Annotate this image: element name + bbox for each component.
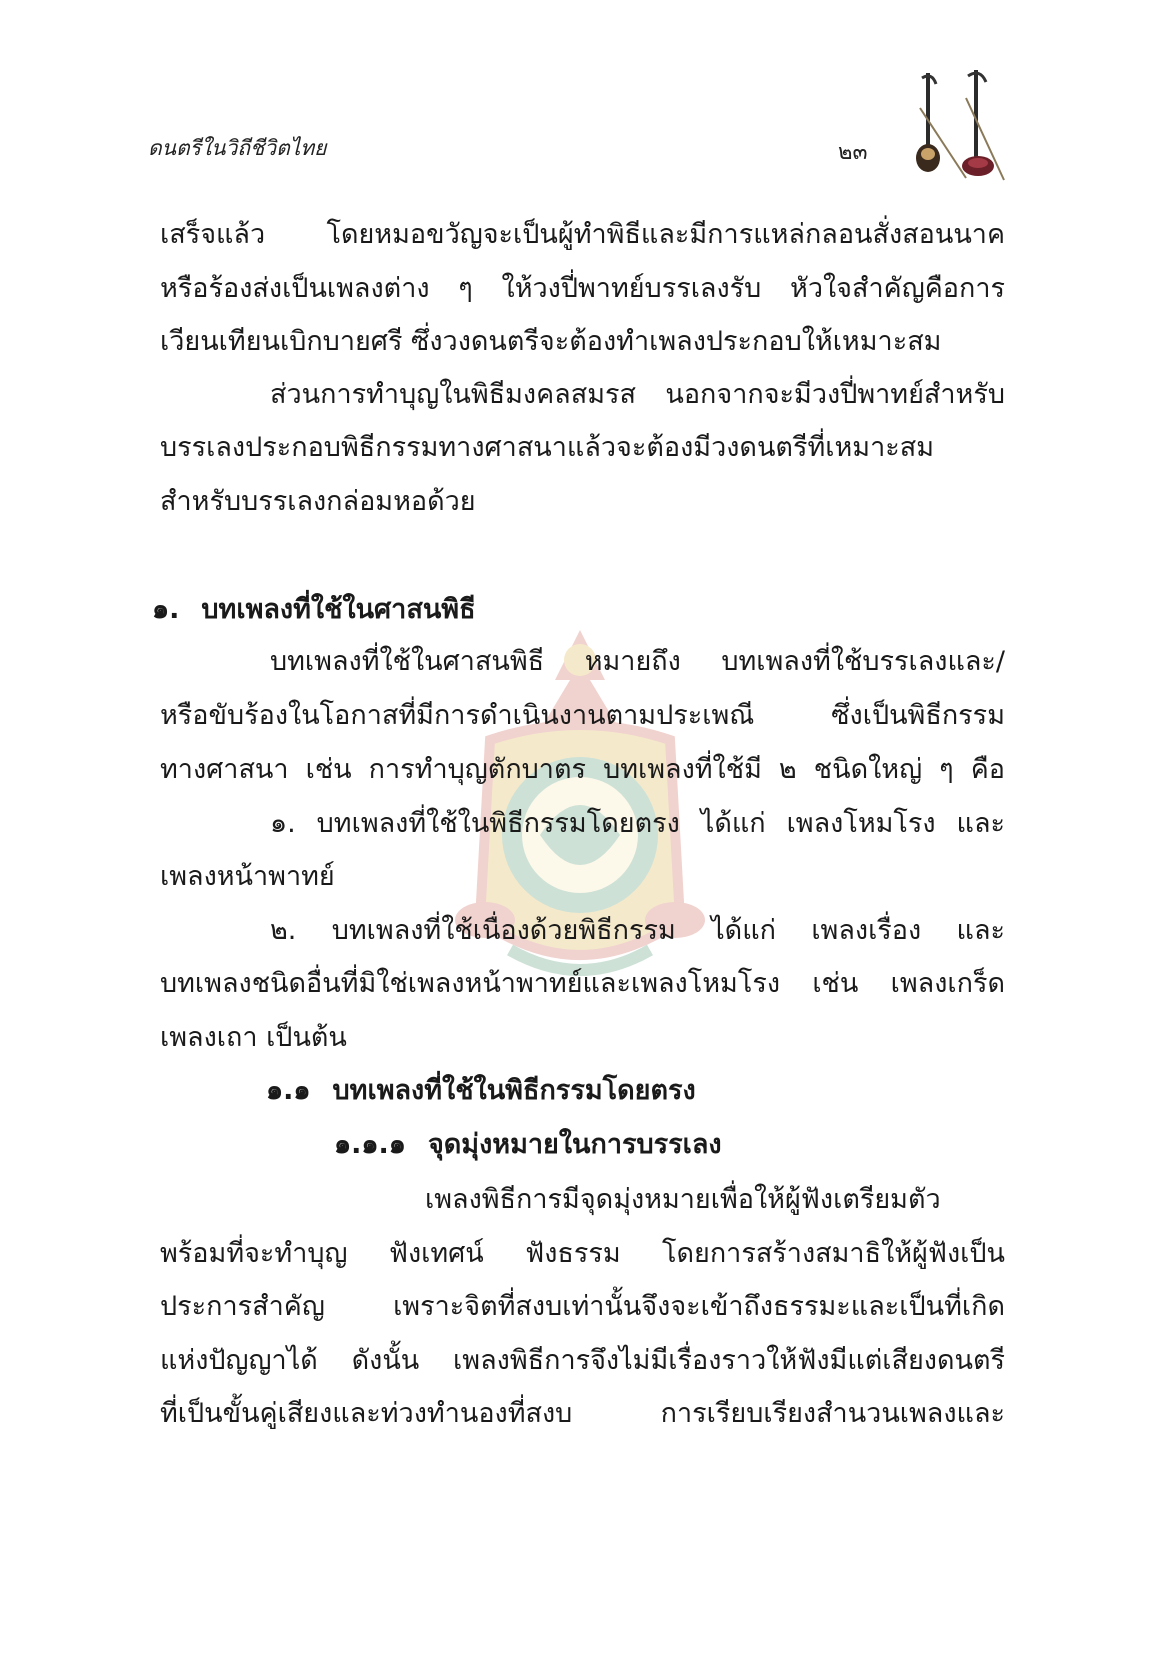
page-number: ๒๓	[838, 140, 868, 165]
section-1-1-1-line: ที่เป็นขั้นคู่เสียงและท่วงทำนองที่สงบ การเรียบเรียงสำนวนเพลงและ	[160, 1398, 1005, 1429]
section-1-intro-line: ทางศาสนา เช่น การทำบุญตักบาตร บทเพลงที่ใช้มี ๒ ชนิดใหญ่ ๆ คือ	[160, 754, 1005, 785]
section-number: ๑.	[152, 594, 180, 625]
section-1-intro-line: หรือขับร้องในโอกาสที่มีการดำเนินงานตามประเพณี ซึ่งเป็นพิธีกรรม	[160, 700, 1005, 731]
section-1-item-2-line: ๒. บทเพลงที่ใช้เนื่องด้วยพิธีกรรม ได้แก่ เพลงเรื่อง และ	[270, 915, 1005, 946]
paragraph-2-line: สำหรับบรรเลงกล่อมหอด้วย	[160, 486, 476, 517]
section-1-1-1-line: พร้อมที่จะทำบุญ ฟังเทศน์ ฟังธรรม โดยการสร้างสมาธิให้ผู้ฟังเป็น	[160, 1238, 1005, 1269]
section-1-heading	[152, 591, 476, 629]
thai-fiddle-instrument-icon	[906, 68, 1016, 188]
section-number: ๑.๑	[266, 1075, 311, 1106]
paragraph-1-line: หรือร้องส่งเป็นเพลงต่าง ๆ ให้วงปี่พาทย์บรรเลงรับ หัวใจสำคัญคือการ	[160, 273, 1005, 304]
paragraph-2-line: ส่วนการทำบุญในพิธีมงคลสมรส นอกจากจะมีวงปี่พาทย์สำหรับ	[270, 379, 1005, 410]
running-header-title: ดนตรีในวิถีชีวิตไทย	[148, 136, 327, 160]
section-title: บทเพลงที่ใช้ในศาสนพิธี	[201, 594, 476, 625]
section-1-1-1-heading	[334, 1126, 722, 1164]
section-1-intro-line: บทเพลงที่ใช้ในศาสนพิธี หมายถึง บทเพลงที่ใช้บรรเลงและ/	[270, 646, 1005, 677]
section-1-1-1-line: ประการสำคัญ เพราะจิตที่สงบเท่านั้นจึงจะเข้าถึงธรรมะและเป็นที่เกิด	[160, 1291, 1005, 1322]
section-1-item-1-line: ๑. บทเพลงที่ใช้ในพิธีกรรมโดยตรง ได้แก่ เพลงโหมโรง และ	[270, 808, 1005, 839]
section-1-item-2-line: เพลงเถา เป็นต้น	[160, 1022, 347, 1053]
section-number: ๑.๑.๑	[334, 1129, 406, 1160]
section-1-1-1-line: เพลงพิธีการมีจุดมุ่งหมายเพื่อให้ผู้ฟังเตรียมตัว	[425, 1184, 941, 1215]
section-1-1-1-line: แห่งปัญญาได้ ดังนั้น เพลงพิธีการจึงไม่มีเรื่องราวให้ฟังมีแต่เสียงดนตรี	[160, 1345, 1005, 1376]
paragraph-1-line: เวียนเทียนเบิกบายศรี ซึ่งวงดนตรีจะต้องทำเพลงประกอบให้เหมาะสม	[160, 326, 942, 357]
section-title: บทเพลงที่ใช้ในพิธีกรรมโดยตรง	[332, 1075, 696, 1106]
section-1-item-2-line: บทเพลงชนิดอื่นที่มิใช่เพลงหน้าพาทย์และเพลงโหมโรง เช่น เพลงเกร็ด	[160, 968, 1005, 999]
section-title: จุดมุ่งหมายในการบรรเลง	[427, 1129, 722, 1160]
section-1-item-1-line: เพลงหน้าพาทย์	[160, 861, 335, 892]
paragraph-2-line: บรรเลงประกอบพิธีกรรมทางศาสนาแล้วจะต้องมีวงดนตรีที่เหมาะสม	[160, 432, 935, 463]
paragraph-1-line: เสร็จแล้ว โดยหมอขวัญจะเป็นผู้ทำพิธีและมีการแหล่กลอนสั่งสอนนาค	[160, 219, 1005, 250]
section-1-1-heading	[266, 1072, 696, 1110]
